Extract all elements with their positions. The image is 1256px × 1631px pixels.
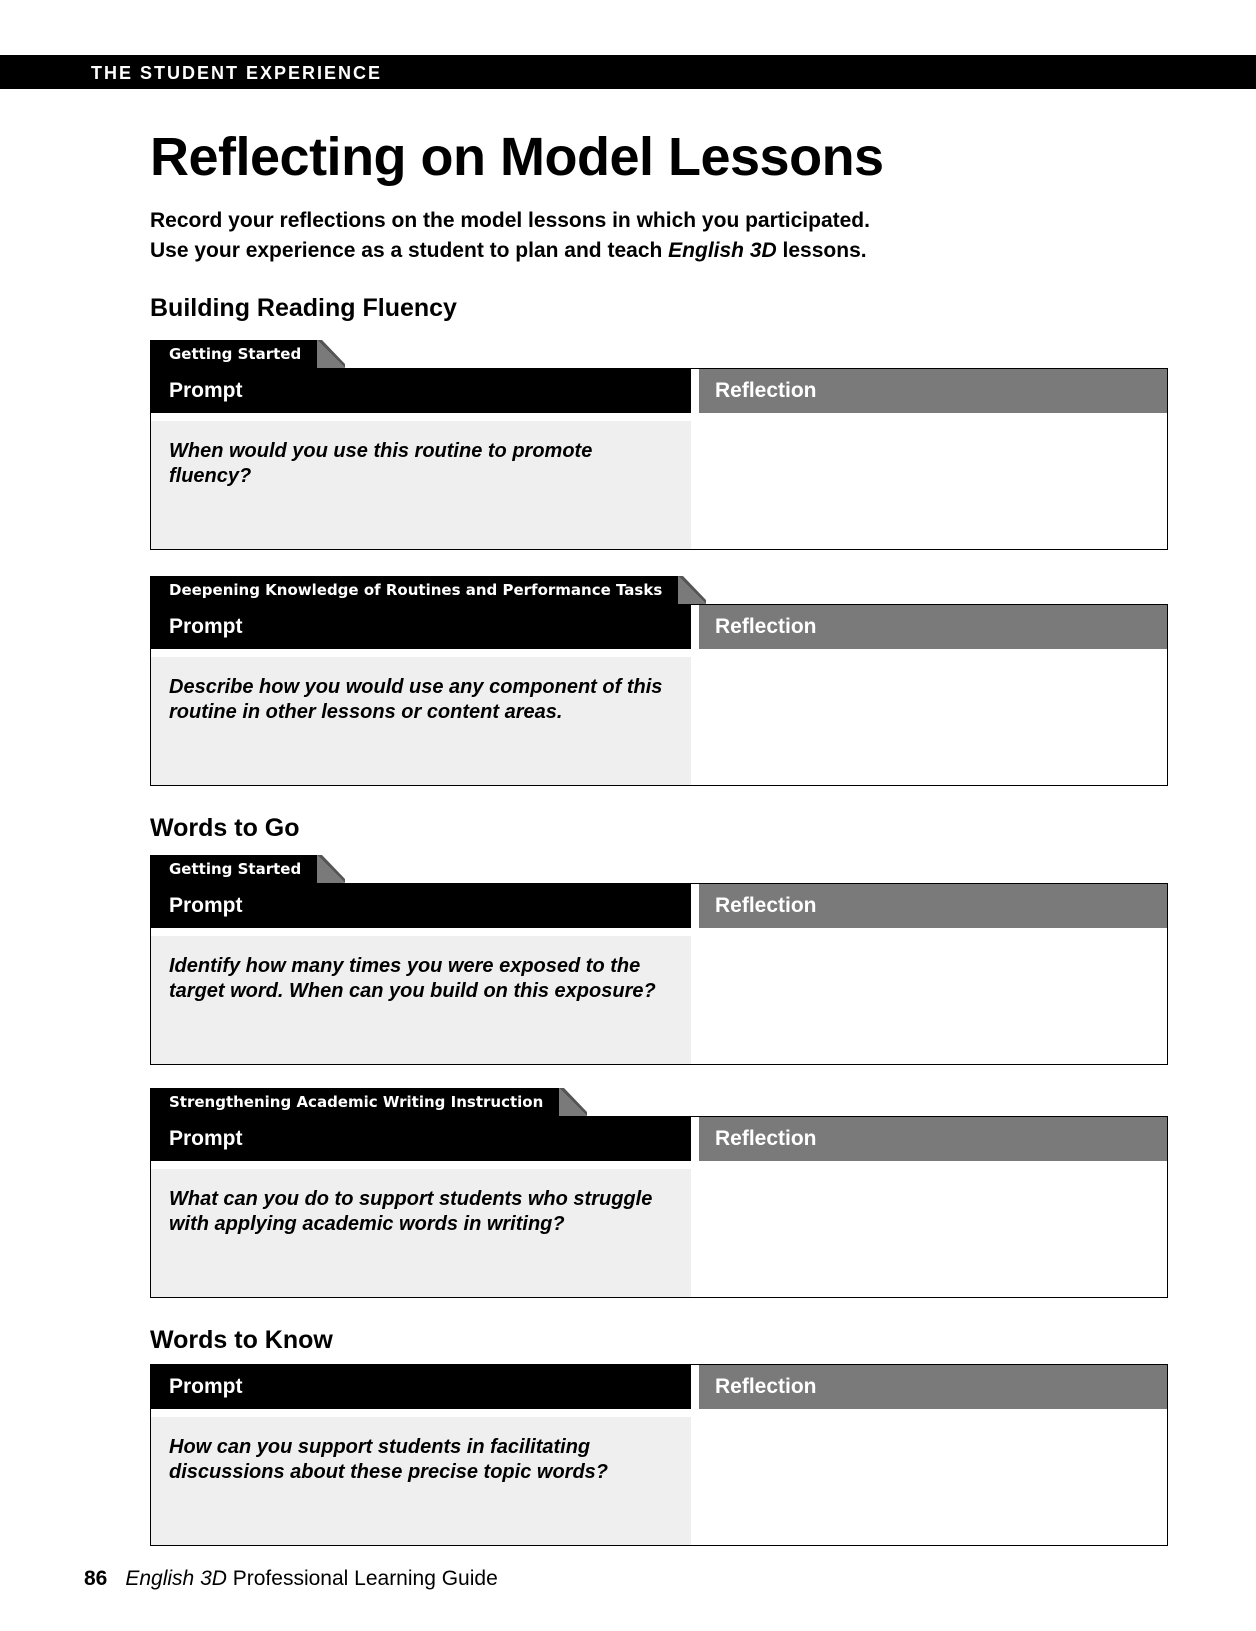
section-heading-words-to-know: Words to Know [150, 1326, 333, 1354]
prompt-header: Prompt [151, 605, 691, 649]
card-tag-label: Strengthening Academic Writing Instruction [169, 1093, 544, 1111]
prompt-header: Prompt [151, 1365, 691, 1409]
intro-line-2 [150, 236, 870, 266]
tag-tail-shape [317, 340, 345, 368]
page-title: Reflecting on Model Lessons [150, 127, 884, 187]
prompt-text: What can you do to support students who struggle with applying academic words in writing? [151, 1169, 691, 1297]
reflection-header: Reflection [699, 369, 1167, 413]
reflection-field[interactable] [699, 413, 1167, 549]
card-tag [150, 855, 317, 883]
intro-line-1: Record your reflections on the model lessons in which you participated. [150, 209, 870, 232]
prompt-text: Identify how many times you were exposed to the target word. When can you build on this exposure? [151, 936, 691, 1064]
reflection-card [150, 1116, 1168, 1298]
reflection-card [150, 1364, 1168, 1546]
page-footer [84, 1566, 498, 1592]
header-banner [0, 55, 1256, 89]
card-tag [150, 340, 317, 368]
reflection-header: Reflection [699, 884, 1167, 928]
reflection-field[interactable] [699, 1409, 1167, 1545]
card-tag [150, 576, 678, 604]
page-number: 86 [84, 1567, 108, 1590]
card-tag-label: Deepening Knowledge of Routines and Performance Tasks [169, 581, 663, 599]
reflection-card [150, 604, 1168, 786]
tag-tail-shape [317, 855, 345, 883]
reflection-header: Reflection [699, 1117, 1167, 1161]
prompt-header: Prompt [151, 369, 691, 413]
prompt-header: Prompt [151, 1117, 691, 1161]
reflection-card [150, 368, 1168, 550]
reflection-field[interactable] [699, 1161, 1167, 1297]
reflection-header: Reflection [699, 605, 1167, 649]
footer-book-title-italic: English 3D [125, 1567, 227, 1590]
section-heading-words-to-go: Words to Go [150, 814, 300, 842]
reflection-field[interactable] [699, 928, 1167, 1064]
prompt-text: When would you use this routine to promote fluency? [151, 421, 691, 549]
prompt-text: How can you support students in facilitating discussions about these precise topic words? [151, 1417, 691, 1545]
intro-line-2-suffix: lessons. [776, 239, 867, 262]
section-heading-building-reading-fluency: Building Reading Fluency [150, 294, 457, 322]
header-banner-text: THE STUDENT EXPERIENCE [91, 63, 383, 83]
prompt-header: Prompt [151, 884, 691, 928]
tag-tail-shape [678, 576, 706, 604]
card-tag [150, 1088, 559, 1116]
tag-tail-shape [559, 1088, 587, 1116]
intro-line-2-italic: English 3D [668, 239, 777, 262]
page-intro [150, 206, 870, 266]
card-tag-label: Getting Started [169, 860, 302, 878]
reflection-card [150, 883, 1168, 1065]
reflection-header: Reflection [699, 1365, 1167, 1409]
card-tag-label: Getting Started [169, 345, 302, 363]
footer-book-title-rest: Professional Learning Guide [226, 1567, 498, 1590]
prompt-text: Describe how you would use any component of this routine in other lessons or content areas. [151, 657, 691, 785]
reflection-field[interactable] [699, 649, 1167, 785]
intro-line-2-prefix: Use your experience as a student to plan and teach [150, 239, 669, 262]
